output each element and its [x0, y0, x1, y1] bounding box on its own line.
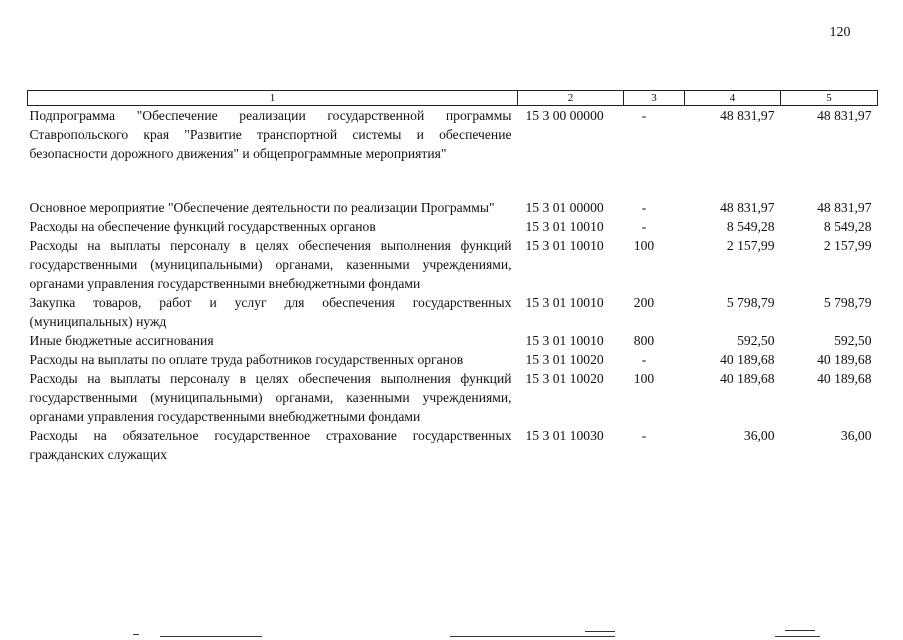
table-row: [28, 293, 878, 331]
footer-rule: [160, 636, 262, 637]
table-row: [28, 426, 878, 464]
row-vr: 800: [633, 333, 655, 348]
header-col-3: 3: [624, 91, 685, 106]
row-vr: -: [641, 219, 647, 234]
row-vr: 100: [633, 371, 655, 386]
row-name: Основное мероприятие "Обеспечение деятельности по реализации Программы": [29, 200, 495, 215]
row-vr: -: [641, 352, 647, 367]
table-row: [28, 331, 878, 350]
footer-rule-mark: [785, 630, 815, 631]
footer-rule-mark: [133, 634, 139, 635]
row-code: 15 3 01 10030: [525, 428, 604, 443]
row-name: Расходы на обеспечение функций государственных органов: [29, 219, 376, 234]
row-amount-2: 48 831,97: [817, 108, 872, 123]
row-code: 15 3 01 10010: [525, 333, 604, 348]
header-col-5: 5: [781, 91, 878, 106]
row-name: Расходы на выплаты персоналу в целях обеспечения выполнения функций государственными (муниципальными) органами, казенными учреждениями, органами управления государственными внебюджетными фондами: [29, 371, 512, 424]
footer-rule: [775, 636, 820, 637]
row-code: 15 3 01 10020: [525, 371, 604, 386]
row-amount-2: 8 549,28: [823, 219, 872, 234]
table-row: [28, 217, 878, 236]
budget-table: [27, 90, 878, 464]
footer-rule: [450, 636, 615, 637]
header-col-1: 1: [28, 91, 518, 106]
row-code: 15 3 01 00000: [525, 200, 604, 215]
row-code: 15 3 01 10010: [525, 295, 604, 310]
row-amount-1: 8 549,28: [726, 219, 775, 234]
table-row: [28, 106, 878, 164]
row-amount-1: 40 189,68: [720, 352, 775, 367]
row-amount-2: 40 189,68: [817, 371, 872, 386]
row-amount-2: 5 798,79: [823, 295, 872, 310]
row-name: Расходы на обязательное государственное страхование государственных гражданских служащих: [29, 428, 512, 462]
table-row: [28, 236, 878, 293]
table-row: [28, 163, 878, 217]
row-amount-1: 592,50: [737, 333, 775, 348]
row-amount-2: 36,00: [840, 428, 872, 443]
row-amount-1: 40 189,68: [720, 371, 775, 386]
row-amount-2: 592,50: [834, 333, 872, 348]
row-vr: 200: [633, 295, 655, 310]
header-row: [28, 91, 878, 106]
row-name: Расходы на выплаты персоналу в целях обеспечения выполнения функций государственными (муниципальными) органами, казенными учреждениями, органами управления государственными внебюджетными фондами: [29, 238, 512, 291]
row-name: Подпрограмма "Обеспечение реализации государственной программы Ставропольского края "Развитие транспортной системы и обеспечение безопасности дорожного движения" и общепрограммные мероприятия": [29, 108, 512, 161]
row-amount-1: 2 157,99: [726, 238, 775, 253]
table-body: [28, 106, 878, 465]
row-name: Расходы на выплаты по оплате труда работников государственных органов: [29, 352, 464, 367]
row-amount-1: 5 798,79: [726, 295, 775, 310]
table-header: [28, 91, 878, 106]
row-amount-1: 48 831,97: [720, 108, 775, 123]
row-code: 15 3 01 10010: [525, 238, 604, 253]
row-amount-2: 40 189,68: [817, 352, 872, 367]
row-amount-2: 2 157,99: [823, 238, 872, 253]
row-amount-1: 36,00: [743, 428, 775, 443]
page-number: 120: [829, 25, 851, 40]
row-amount-2: 48 831,97: [817, 200, 872, 215]
row-code: 15 3 01 10020: [525, 352, 604, 367]
row-vr: -: [641, 428, 647, 443]
table-row: [28, 350, 878, 369]
budget-table-container: [27, 90, 877, 464]
header-col-2: 2: [518, 91, 624, 106]
header-col-4: 4: [685, 91, 781, 106]
row-code: 15 3 00 00000: [525, 108, 604, 123]
row-vr: 100: [633, 238, 655, 253]
row-vr: -: [641, 200, 647, 215]
row-name: Закупка товаров, работ и услуг для обеспечения государственных (муниципальных) нужд: [29, 295, 512, 329]
row-code: 15 3 01 10010: [525, 219, 604, 234]
row-vr: -: [641, 108, 647, 123]
table-row: [28, 369, 878, 426]
row-name: Иные бюджетные ассигнования: [29, 333, 214, 348]
footer-rule-mark: [585, 631, 615, 632]
row-amount-1: 48 831,97: [720, 200, 775, 215]
